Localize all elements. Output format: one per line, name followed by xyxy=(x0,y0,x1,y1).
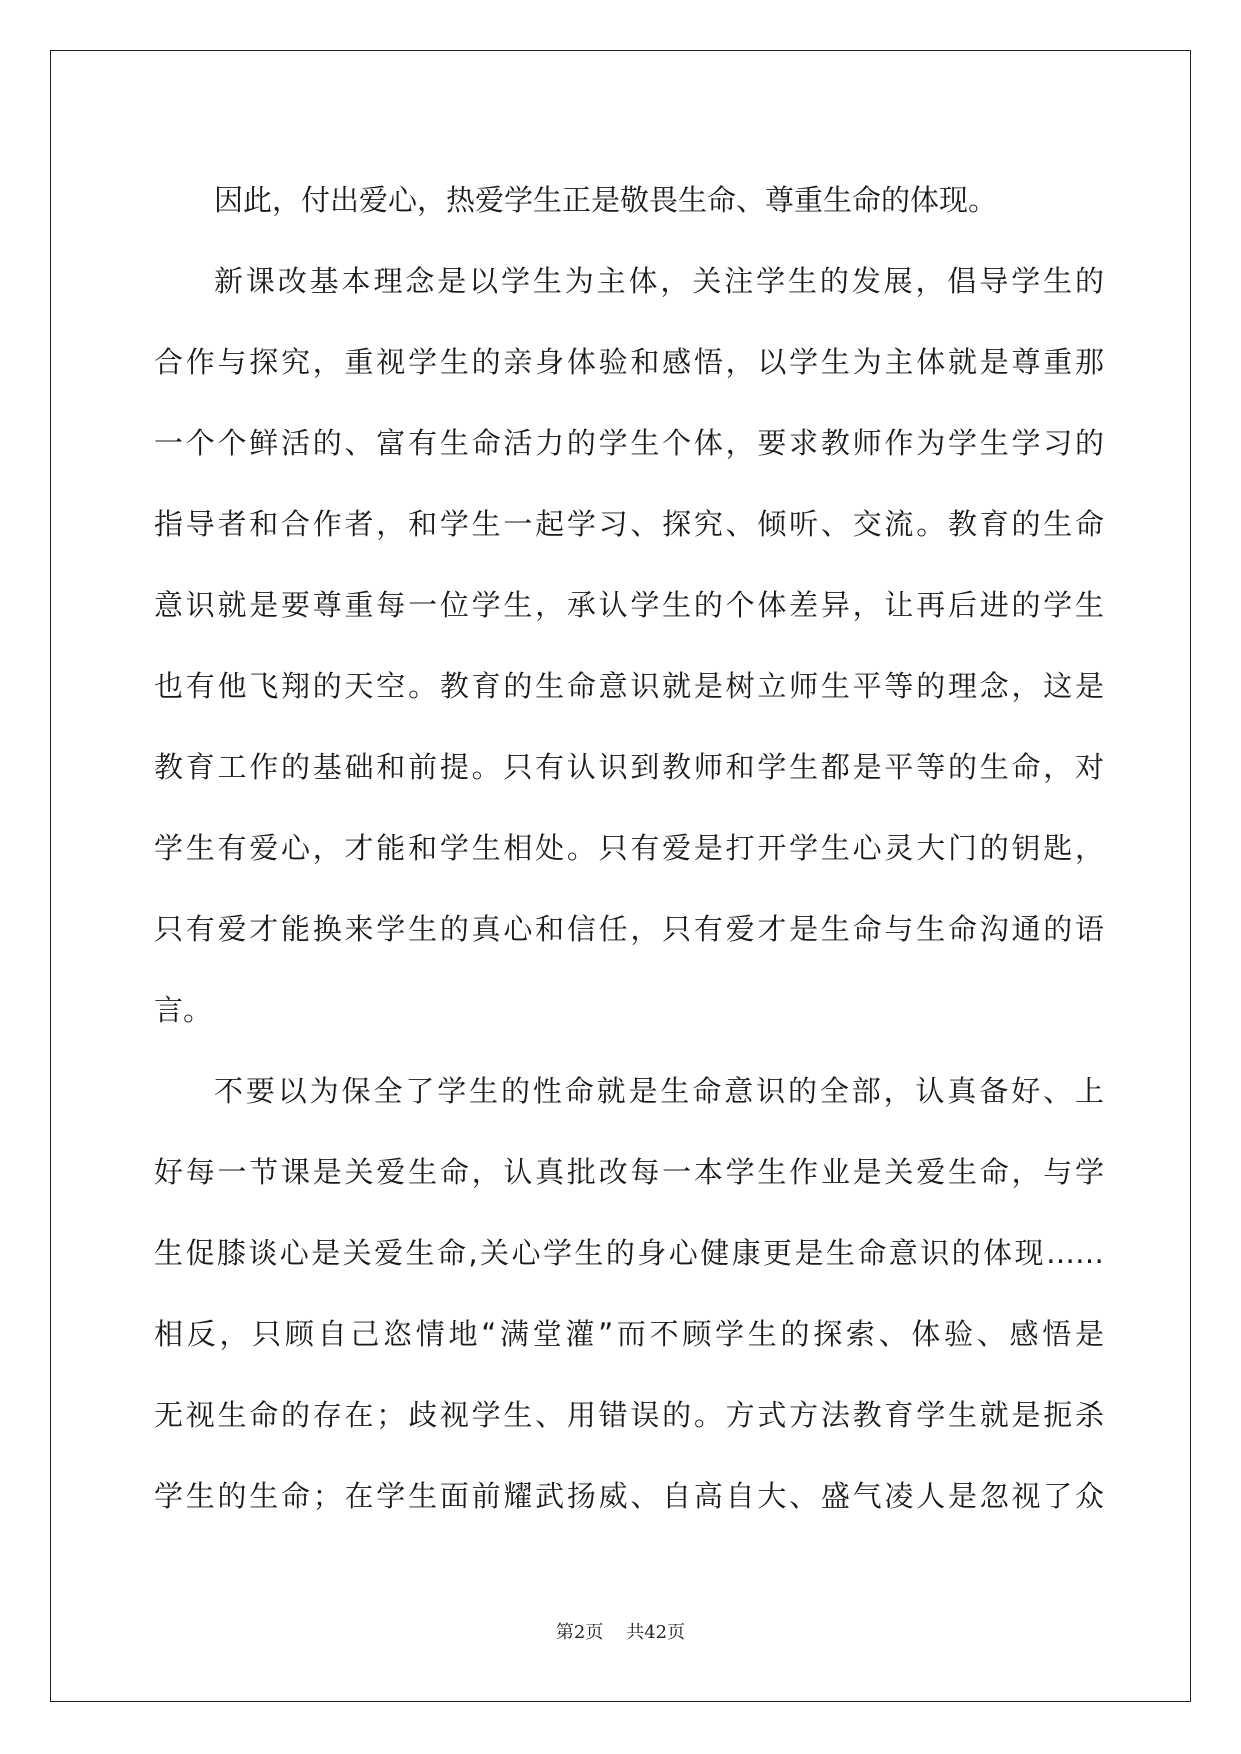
footer-total-suffix: 页 xyxy=(667,1622,686,1643)
page-footer xyxy=(0,1618,1241,1644)
paragraph-2-line-4: 指导者和合作者，和学生一起学习、探究、倾听、交流。教育的生命 xyxy=(154,507,1104,541)
footer-page-number: 2 xyxy=(573,1622,586,1643)
paragraph-2-line-8: 学生有爱心，才能和学生相处。只有爱是打开学生心灵大门的钥匙， xyxy=(154,831,1104,865)
paragraph-2-line-2: 合作与探究，重视学生的亲身体验和感悟，以学生为主体就是尊重那 xyxy=(154,345,1104,379)
paragraph-3-line-4: 相反，只顾自己恣情地“满堂灌”而不顾学生的探索、体验、感悟是 xyxy=(154,1317,1104,1351)
footer-page-prefix: 第 xyxy=(555,1622,574,1643)
paragraph-2-line-3: 一个个鲜活的、富有生命活力的学生个体，要求教师作为学生学习的 xyxy=(154,426,1104,460)
paragraph-3-line-2: 好每一节课是关爱生命，认真批改每一本学生作业是关爱生命，与学 xyxy=(154,1155,1104,1189)
paragraph-3-line-3: 生促膝谈心是关爱生命,关心学生的身心健康更是生命意识的体现…… xyxy=(154,1236,1104,1270)
paragraph-3-line-1: 不要以为保全了学生的性命就是生命意识的全部，认真备好、上 xyxy=(214,1074,1104,1108)
footer-page-suffix: 页 xyxy=(585,1622,604,1643)
paragraph-3-line-6: 学生的生命；在学生面前耀武扬威、自高自大、盛气凌人是忽视了众 xyxy=(154,1479,1104,1513)
paragraph-2-line-7: 教育工作的基础和前提。只有认识到教师和学生都是平等的生命，对 xyxy=(154,750,1104,784)
paragraph-2-line-10: 言。 xyxy=(154,993,213,1027)
paragraph-2-line-6: 也有他飞翔的天空。教育的生命意识就是树立师生平等的理念，这是 xyxy=(154,669,1104,703)
footer-total-pages: 42 xyxy=(644,1622,668,1643)
paragraph-2-line-1: 新课改基本理念是以学生为主体，关注学生的发展，倡导学生的 xyxy=(214,264,1104,298)
paragraph-3-line-5: 无视生命的存在；歧视学生、用错误的。方式方法教育学生就是扼杀 xyxy=(154,1398,1104,1432)
paragraph-2-line-9: 只有爱才能换来学生的真心和信任，只有爱才是生命与生命沟通的语 xyxy=(154,912,1104,946)
document-body xyxy=(154,160,1104,1537)
footer-total-prefix: 共 xyxy=(626,1622,645,1643)
paragraph-2-line-5: 意识就是要尊重每一位学生，承认学生的个体差异，让再后进的学生 xyxy=(154,588,1104,622)
paragraph-1-line-1: 因此，付出爱心，热爱学生正是敬畏生命、尊重生命的体现。 xyxy=(214,183,998,217)
